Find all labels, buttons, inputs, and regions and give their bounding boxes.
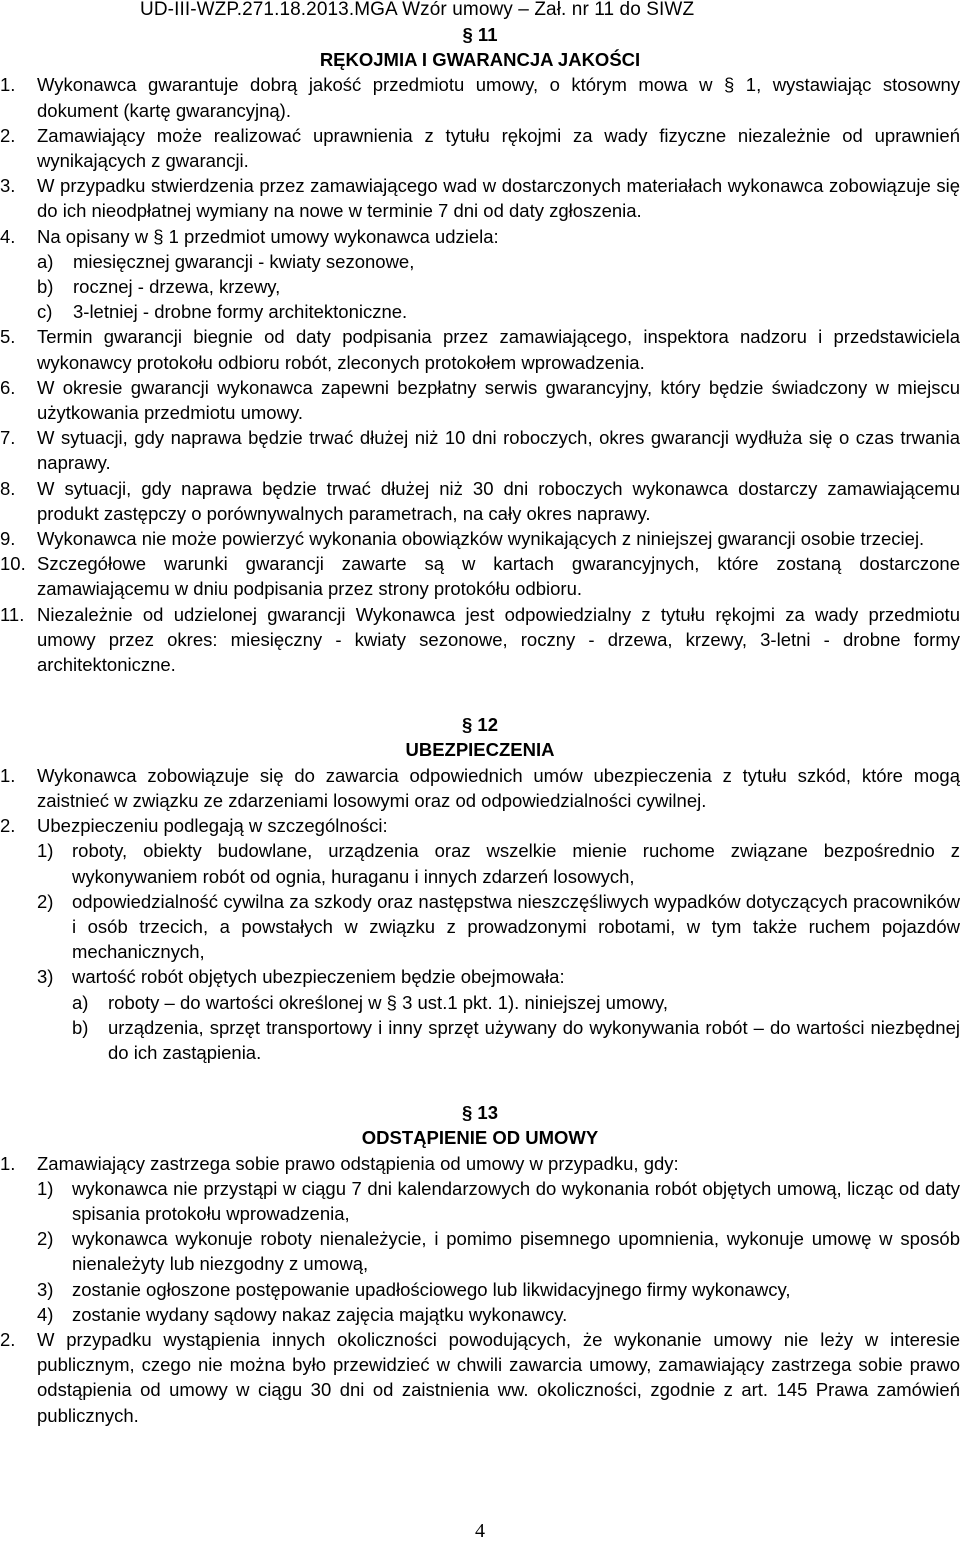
- item-number: 1.: [0, 1152, 16, 1174]
- item-text: Zamawiający może realizować uprawnienia z tytułu rękojmi za wady fizyczne niezależnie od uprawnień wynikających z gwarancji.: [37, 124, 960, 172]
- item-number: 10.: [0, 553, 26, 575]
- item-number: 6.: [0, 376, 16, 398]
- sub-item-number: a): [72, 991, 89, 1013]
- sub-list-item: [0, 1226, 960, 1276]
- section-12-sign: § 12: [461, 714, 498, 736]
- sub-item-number: b): [72, 1016, 89, 1038]
- section-12-title: UBEZPIECZENIA: [405, 739, 555, 761]
- sub-item-number: b): [37, 276, 54, 298]
- sub-item-text: urządzenia, sprzęt transportowy i inny sprzęt używany do wykonywania robót – do wartości niezbędnej do ich zastąpienia.: [108, 1016, 960, 1063]
- sub-list-item: [0, 249, 960, 274]
- sub-list-item: [0, 299, 960, 324]
- list-item: [0, 425, 960, 475]
- list-item: [0, 123, 960, 173]
- sub-item-text: roboty, obiekty budowlane, urządzenia oraz wszelkie mienie ruchome związane bezpośrednio z wykonywaniem robót od ognia, huraganu i innych zdarzeń losowych,: [72, 840, 960, 887]
- section-11-title: RĘKOJMIA I GWARANCJA JAKOŚCI: [319, 49, 641, 71]
- item-number: 9.: [0, 528, 16, 550]
- item-text: Na opisany w § 1 przedmiot umowy wykonawca udziela:: [37, 225, 499, 247]
- list-item: [0, 1151, 960, 1176]
- item-text: W przypadku wystąpienia innych okoliczności powodujących, że wykonanie umowy nie leży w interesie publicznym, czego nie można było przewidzieć w chwili zawarcia umowy, zamawiający zastrzega sobie prawo odstąpienia od umowy w ciągu 30 dni od zaistnienia ww. okoliczności, zgodnie z art. 145 Prawa zamówień publicznych.: [37, 1328, 960, 1426]
- item-text: W przypadku stwierdzenia przez zamawiającego wad w dostarczonych materiałach wykonawca zobowiązuje się do ich nieodpłatnej wymiany na nowe w terminie 7 dni od daty zgłoszenia.: [37, 175, 960, 222]
- sub-item-text: wykonawca nie przystąpi w ciągu 7 dni kalendarzowych do wykonania robót objętych umową, licząc od daty spisania protokołu wprowadzenia,: [72, 1177, 960, 1224]
- sub-item-number: 3): [37, 1278, 54, 1300]
- sub-list-item: [0, 838, 960, 888]
- sub-sub-list-item: [0, 990, 960, 1015]
- sub-item-text: rocznej - drzewa, krzewy,: [73, 276, 281, 298]
- sub-item-text: roboty – do wartości określonej w § 3 ust.1 pkt. 1). niniejszej umowy,: [108, 991, 669, 1013]
- header-text: UD-III-WZP.271.18.2013.MGA Wzór umowy – Zał. nr 11 do SIWZ: [140, 0, 695, 20]
- sub-item-number: 3): [37, 966, 54, 988]
- sub-item-number: 4): [37, 1303, 54, 1325]
- sub-item-text: odpowiedzialność cywilna za szkody oraz następstwa nieszczęśliwych wypadków dotyczących pracowników i osób trzecich, a powstałych w związku z prowadzonymi robotami, w tym także ruchem pojazdów mechanicznych,: [72, 890, 960, 963]
- list-item: [0, 551, 960, 601]
- sub-item-number: a): [37, 250, 54, 272]
- item-number: 1.: [0, 74, 16, 96]
- sub-item-number: c): [37, 301, 53, 323]
- list-item: [0, 813, 960, 838]
- list-item: [0, 526, 960, 551]
- item-text: Wykonawca zobowiązuje się do zawarcia odpowiednich umów ubezpieczenia z tytułu szkód, które mogą zaistnieć w związku ze zdarzeniami losowymi oraz od odpowiedzialności cywilnej.: [37, 764, 960, 811]
- sub-item-text: wykonawca wykonuje roboty nienależycie, i pomimo pisemnego upomnienia, wykonuje umowę w sposób nienależyty lub niezgodny z umową,: [72, 1228, 960, 1275]
- list-item: [0, 1327, 960, 1428]
- item-number: 3.: [0, 175, 16, 197]
- item-text: Ubezpieczeniu podlegają w szczególności:: [37, 815, 388, 837]
- section-13-title: ODSTĄPIENIE OD UMOWY: [361, 1127, 599, 1149]
- list-item: [0, 763, 960, 813]
- item-text: W okresie gwarancji wykonawca zapewni bezpłatny serwis gwarancyjny, który będzie świadczony w miejscu użytkowania przedmiotu umowy.: [37, 376, 960, 424]
- sub-list-item: [0, 1277, 960, 1302]
- sub-item-text: 3-letniej - drobne formy architektoniczne.: [73, 301, 408, 323]
- section-11-sign: § 11: [462, 24, 498, 45]
- sub-item-text: zostanie ogłoszone postępowanie upadłościowego lub likwidacyjnego firmy wykonawcy,: [72, 1278, 791, 1300]
- list-item: [0, 72, 960, 122]
- item-text: Wykonawca gwarantuje dobrą jakość przedmiotu umowy, o którym mowa w § 1, wystawiając stosowny dokument (kartę gwarancyjną).: [37, 74, 960, 121]
- item-number: 2.: [0, 815, 16, 837]
- list-item: [0, 602, 960, 678]
- item-text: Wykonawca nie może powierzyć wykonania obowiązków wynikających z niniejszej gwarancji osobie trzeciej.: [37, 528, 925, 550]
- sub-item-text: zostanie wydany sądowy nakaz zajęcia majątku wykonawcy.: [72, 1303, 568, 1325]
- item-text: Zamawiający zastrzega sobie prawo odstąpienia od umowy w przypadku, gdy:: [37, 1152, 679, 1174]
- item-number: 2.: [0, 124, 16, 146]
- sub-list-item: [0, 964, 960, 989]
- item-number: 11.: [0, 603, 25, 625]
- sub-item-text: wartość robót objętych ubezpieczeniem będzie obejmowała:: [72, 966, 565, 988]
- sub-item-number: 2): [37, 890, 54, 912]
- sub-list-item: [0, 1176, 960, 1226]
- item-number: 4.: [0, 225, 16, 247]
- item-number: 5.: [0, 326, 16, 348]
- document-body: [0, 22, 960, 1428]
- item-text: W sytuacji, gdy naprawa będzie trwać dłużej niż 30 dni roboczych wykonawca dostarczy zamawiającemu produkt zastępczy o porównywalnych parametrach, na cały okres naprawy.: [37, 477, 960, 524]
- item-number: 7.: [0, 427, 16, 449]
- sub-list-item: [0, 889, 960, 965]
- sub-list-item: [0, 274, 960, 299]
- list-item: [0, 173, 960, 223]
- list-item: [0, 324, 960, 374]
- list-item: [0, 375, 960, 425]
- item-number: 8.: [0, 477, 16, 499]
- sub-item-number: 1): [37, 840, 54, 862]
- item-number: 1.: [0, 764, 16, 786]
- sub-list-item: [0, 1302, 960, 1327]
- item-number: 2.: [0, 1328, 16, 1350]
- list-item: [0, 476, 960, 526]
- item-text: W sytuacji, gdy naprawa będzie trwać dłużej niż 10 dni roboczych, okres gwarancji wydłuża się o czas trwania naprawy.: [37, 427, 960, 474]
- list-item: [0, 224, 960, 249]
- section-13-sign: § 13: [461, 1102, 498, 1124]
- sub-item-number: 2): [37, 1228, 54, 1250]
- sub-sub-list-item: [0, 1015, 960, 1065]
- sub-item-number: 1): [37, 1177, 54, 1199]
- page-header: [0, 0, 960, 24]
- item-text: Niezależnie od udzielonej gwarancji Wykonawca jest odpowiedzialny z tytułu rękojmi za wady przedmiotu umowy przez okres: miesięczny - kwiaty sezonowe, roczny - drzewa, krzewy, 3-letni - drobne formy architektoniczne.: [37, 603, 960, 676]
- item-text: Szczegółowe warunki gwarancji zawarte są w kartach gwarancyjnych, które zostaną dostarczone zamawiającemu w dniu podpisania przez strony protokółu odbioru.: [37, 553, 960, 600]
- page-number: 4: [475, 1520, 485, 1542]
- sub-item-text: miesięcznej gwarancji - kwiaty sezonowe,: [73, 250, 415, 272]
- item-text: Termin gwarancji biegnie od daty podpisania przez zamawiającego, inspektora nadzoru i przedstawiciela wykonawcy protokołu odbioru robót, zleconych protokołem wprowadzenia.: [37, 326, 960, 373]
